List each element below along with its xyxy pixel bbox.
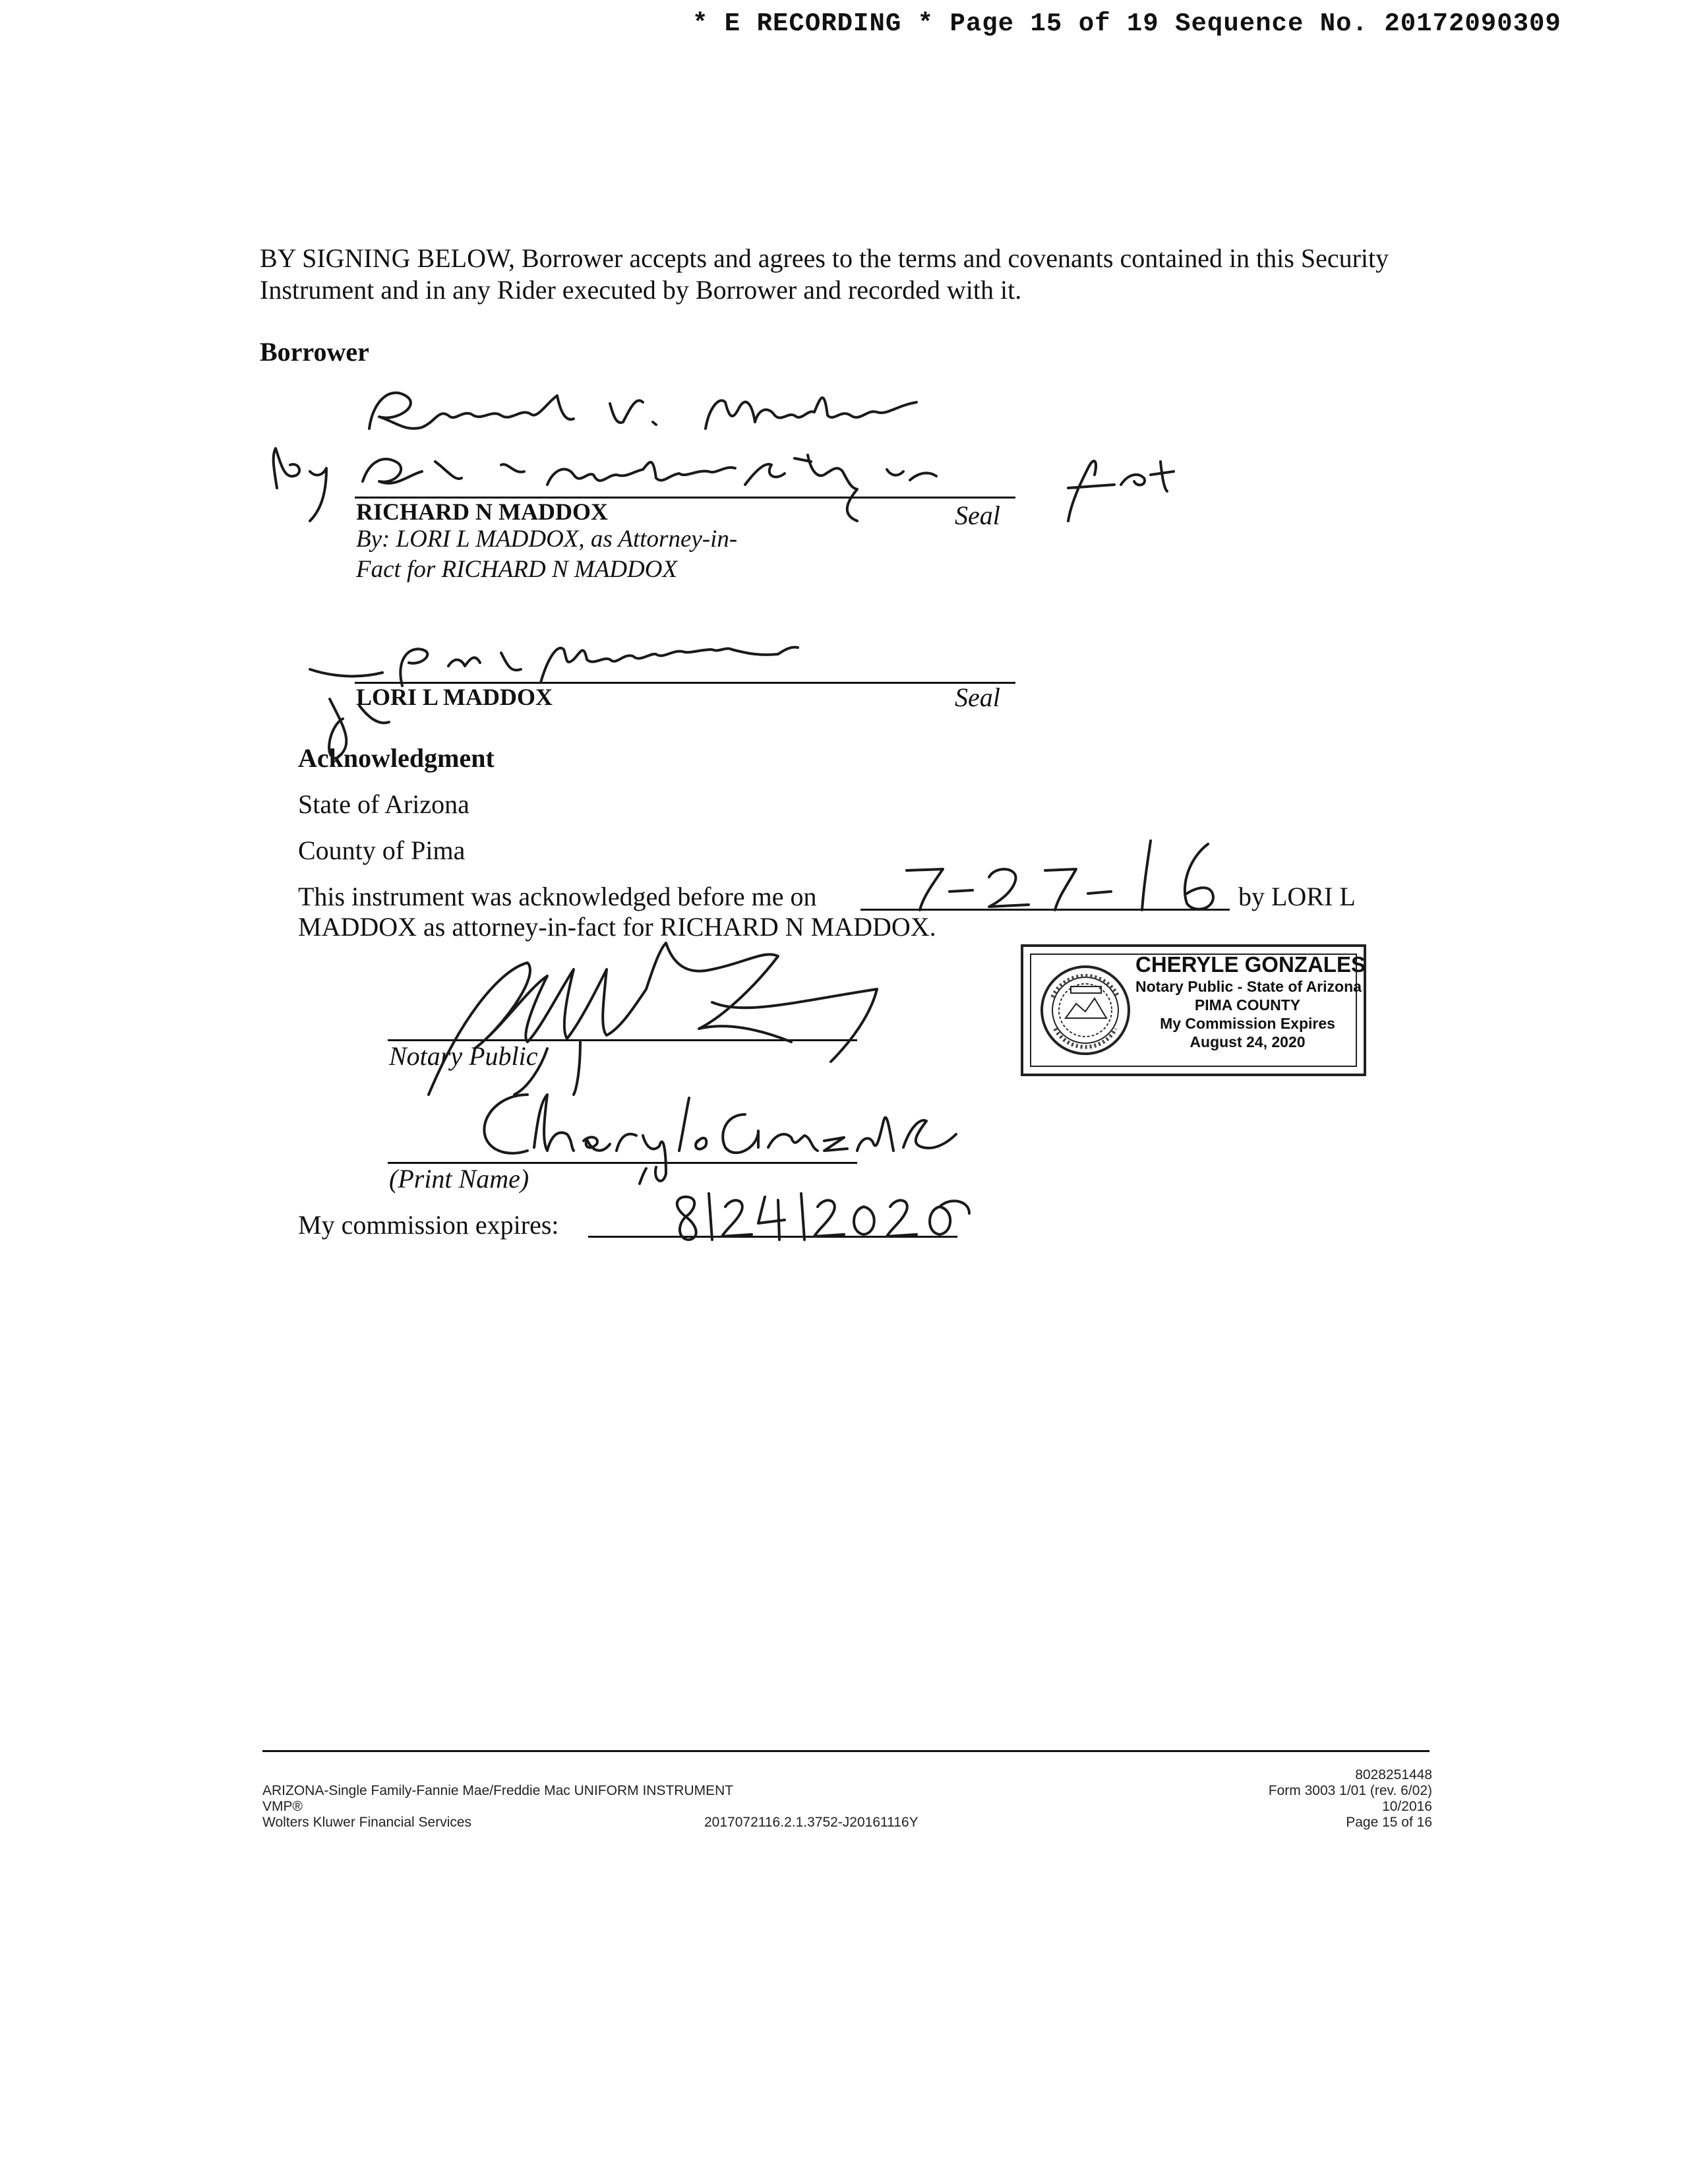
footer-rule bbox=[262, 1750, 1430, 1752]
notary-signature bbox=[429, 943, 877, 1095]
notary-public-label: Notary Public bbox=[389, 1041, 538, 1071]
ack-line-prefix: This instrument was acknowledged before me on bbox=[298, 882, 817, 911]
commission-label: My commission expires: bbox=[298, 1210, 559, 1240]
lori-seal-label: Seal bbox=[955, 682, 1000, 712]
stamp-line-1: Notary Public - State of Arizona bbox=[1135, 978, 1362, 995]
footer-loan-number: 8028251448 bbox=[1355, 1767, 1432, 1782]
ack-line-2: MADDOX as attorney-in-fact for RICHARD N MADDOX. bbox=[298, 912, 936, 942]
county-line: County of Pima bbox=[298, 835, 466, 865]
print-name-label: (Print Name) bbox=[389, 1164, 529, 1194]
footer-revision-date: 10/2016 bbox=[1382, 1799, 1432, 1814]
signature-lori bbox=[310, 648, 798, 758]
stamp-name: CHERYLE GONZALES bbox=[1135, 952, 1366, 977]
stamp-line-4: August 24, 2020 bbox=[1190, 1033, 1306, 1050]
attorney-line-1: By: LORI L MADDOX, as Attorney-in- bbox=[356, 526, 738, 553]
lori-name: LORI L MADDOX bbox=[356, 684, 553, 710]
attorney-line-2: Fact for RICHARD N MADDOX bbox=[356, 556, 678, 583]
footer-form-title: ARIZONA-Single Family-Fannie Mae/Freddie Mac UNIFORM INSTRUMENT bbox=[262, 1783, 734, 1798]
richard-name: RICHARD N MADDOX bbox=[356, 499, 608, 525]
signature-richard bbox=[369, 393, 917, 429]
stamp-line-3: My Commission Expires bbox=[1160, 1015, 1335, 1032]
stamp-line-2: PIMA COUNTY bbox=[1194, 996, 1301, 1014]
signature-by-attorney bbox=[274, 448, 1174, 521]
footer-page-number: Page 15 of 16 bbox=[1346, 1815, 1432, 1830]
footer-publisher: Wolters Kluwer Financial Services bbox=[262, 1815, 472, 1830]
print-name-handwriting bbox=[484, 1095, 956, 1184]
acknowledgment-heading: Acknowledgment bbox=[298, 743, 495, 773]
recording-header: * E RECORDING * Page 15 of 19 Sequence No. 20172090309 bbox=[692, 9, 1561, 38]
commission-handwriting bbox=[677, 1194, 969, 1240]
handwritten-date bbox=[907, 841, 1213, 910]
richard-seal-label: Seal bbox=[955, 501, 1000, 530]
ack-line-suffix: by LORI L bbox=[1238, 882, 1356, 911]
footer-vmp: VMP® bbox=[262, 1799, 303, 1814]
state-line: State of Arizona bbox=[298, 789, 469, 819]
signing-statement: BY SIGNING BELOW, Borrower accepts and agrees to the terms and covenants contained in this Security Instrument and in any Rider executed by Borrower and recorded with it. bbox=[260, 243, 1389, 305]
borrower-heading: Borrower bbox=[260, 337, 369, 367]
footer-document-id: 2017072116.2.1.3752-J20161116Y bbox=[704, 1815, 919, 1830]
footer-form-number: Form 3003 1/01 (rev. 6/02) bbox=[1268, 1783, 1432, 1798]
